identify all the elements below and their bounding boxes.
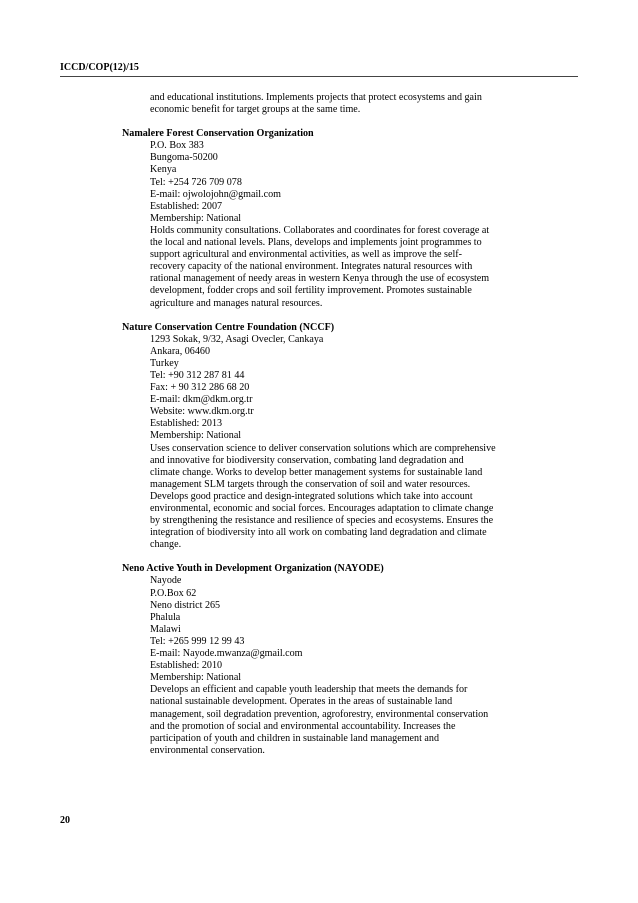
org-established: Established: 2010 (150, 660, 223, 672)
intro-paragraph (122, 92, 522, 116)
org-description-line: rational management of needy areas in western Kenya through the use of ecosystem (150, 273, 490, 285)
org-description-line: environmental conservation. (150, 744, 265, 756)
org-address-line: Ankara, 06460 (150, 345, 210, 357)
document-body (122, 92, 522, 757)
org-fax: Fax: + 90 312 286 68 20 (150, 382, 250, 394)
org-address-line: Bungoma-50200 (150, 152, 218, 164)
org-description-line: participation of youth and children in sustainable land management and (150, 732, 439, 744)
org-description-line: integration of biodiversity into all work on combating land degradation and climate (150, 527, 487, 539)
org-address-line: Neno district 265 (150, 599, 221, 611)
org-established: Established: 2007 (150, 200, 223, 212)
org-description-line: Develops good practice and design-integrated solutions which take into account (150, 490, 473, 502)
org-description-line: change. (150, 539, 182, 551)
org-description-line: Develops an efficient and capable youth leadership that meets the demands for (150, 684, 468, 696)
org-details (122, 140, 522, 309)
org-description-line: development, fodder crops and soil fertility improvement. Promotes sustainable (150, 285, 472, 297)
org-description-line: Uses conservation science to deliver conservation solutions which are comprehensive (150, 442, 496, 454)
org-entry-nayode (122, 563, 522, 757)
org-email: E-mail: ojwolojohn@gmail.com (150, 188, 281, 200)
org-name: Neno Active Youth in Development Organization (NAYODE) (122, 563, 384, 575)
org-address-line: P.O.Box 62 (150, 587, 197, 599)
org-description-line: the local and national levels. Plans, develops and implements joint programmes to (150, 237, 482, 249)
org-address-line: Nayode (150, 575, 182, 587)
org-address-line: P.O. Box 383 (150, 140, 204, 152)
org-entry-namalere (122, 128, 522, 309)
intro-line: economic benefit for target groups at the same time. (150, 104, 361, 116)
org-website: Website: www.dkm.org.tr (150, 406, 254, 418)
org-description-line: recovery capacity of the national environment. Integrates natural resources with (150, 261, 473, 273)
org-description-line: Holds community consultations. Collaborates and coordinates for forest coverage at (150, 224, 490, 236)
org-description-line: management SLM targets through the conservation of soil and water resources. (150, 478, 471, 490)
page-number: 20 (60, 815, 70, 826)
org-details (122, 575, 522, 756)
org-name: Namalere Forest Conservation Organization (122, 128, 314, 140)
org-membership: Membership: National (150, 430, 242, 442)
org-tel: Tel: +254 726 709 078 (150, 176, 242, 188)
org-tel: Tel: +90 312 287 81 44 (150, 369, 245, 381)
org-membership: Membership: National (150, 212, 242, 224)
org-membership: Membership: National (150, 672, 242, 684)
org-country: Turkey (150, 357, 179, 369)
org-description-line: and innovative for biodiversity conservation, combating land degradation and (150, 454, 464, 466)
org-description-line: management, soil degradation prevention, agroforestry, environmental conservation (150, 708, 489, 720)
org-address-line: 1293 Sokak, 9/32, Asagi Ovecler, Cankaya (150, 333, 324, 345)
org-description-line: and the promotion of social and environmental accountability. Increases the (150, 720, 456, 732)
org-email: E-mail: Nayode.mwanza@gmail.com (150, 648, 303, 660)
org-address-line: Phalula (150, 611, 181, 623)
intro-line: and educational institutions. Implements projects that protect ecosystems and gain (150, 92, 482, 103)
org-description-line: national sustainable development. Operates in the areas of sustainable land (150, 696, 453, 708)
org-established: Established: 2013 (150, 418, 223, 430)
org-description-line: by strengthening the resistance and resilience of species and ecosystems. Ensures the (150, 515, 494, 527)
org-details (122, 334, 522, 552)
org-description-line: environmental, economic and social forces. Encourages adaptation to climate change (150, 503, 494, 514)
org-description-line: agriculture and manages natural resources. (150, 297, 323, 309)
org-description-line: climate change. Works to develop better management systems for sustainable land (150, 466, 483, 478)
org-tel: Tel: +265 999 12 99 43 (150, 635, 245, 647)
document-symbol: ICCD/COP(12)/15 (60, 62, 139, 73)
header-rule (60, 76, 578, 77)
org-name: Nature Conservation Centre Foundation (NCCF) (122, 321, 335, 333)
org-country: Malawi (150, 623, 181, 635)
org-description-line: support agricultural and environmental activities, as well as improve the self- (150, 249, 462, 261)
org-country: Kenya (150, 164, 177, 176)
org-email: E-mail: dkm@dkm.org.tr (150, 394, 253, 406)
org-entry-nccf (122, 322, 522, 552)
